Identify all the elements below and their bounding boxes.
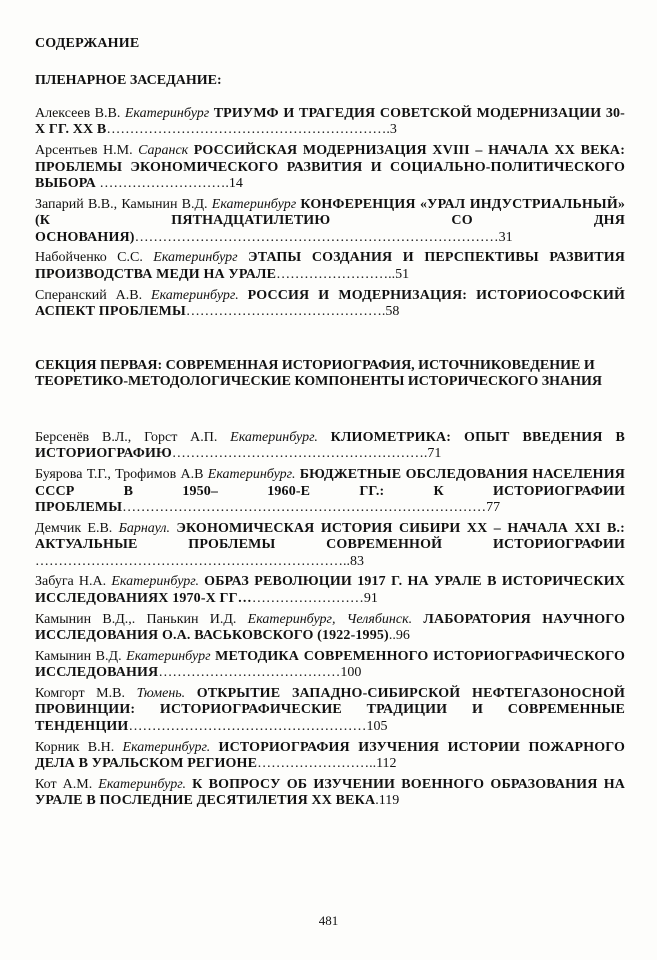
contents-heading: СОДЕРЖАНИЕ: [35, 36, 140, 51]
entry-city: Екатеринбург.: [151, 287, 239, 303]
entry-page: 119: [378, 793, 400, 809]
entry-title: ИСТОРИОГРАФИЯ ИЗУЧЕНИЯ ИСТОРИИ ПОЖАРНОГО ДЕЛА В УРАЛЬСКОМ РЕГИОНЕ: [35, 739, 626, 772]
entry-city: Саранск: [138, 143, 189, 159]
entry-city: Екатеринбург.: [207, 467, 296, 483]
entry-author: Буярова Т.Г., Трофимов А.В: [35, 467, 204, 483]
toc-entry[interactable]: [35, 649, 625, 682]
toc-entry[interactable]: [35, 521, 625, 570]
toc-entry[interactable]: [35, 430, 625, 463]
entry-city: Екатеринбург, Челябинск.: [247, 611, 413, 627]
toc-entry[interactable]: [35, 143, 625, 192]
entry-page: 31: [498, 229, 513, 245]
entry-author: Запарий В.В., Камынин В.Д.: [35, 196, 208, 212]
toc-entry[interactable]: [35, 777, 625, 810]
page-number: 481: [318, 913, 339, 928]
entry-title: ЛАБОРАТОРИЯ НАУЧНОГО ИССЛЕДОВАНИЯ О.А. ВАСЬКОВСКОГО (1922-1995): [35, 611, 626, 644]
entry-author: Кот А.М.: [35, 776, 93, 792]
entry-leader: .: [375, 793, 379, 809]
toc-entry[interactable]: [35, 467, 625, 516]
entry-title: РОССИЙСКАЯ МОДЕРНИЗАЦИЯ XVIII – НАЧАЛА ХХ ВЕКА: ПРОБЛЕМЫ ЭКОНОМИЧЕСКОГО РАЗВИТИЯ И СОЦИАЛЬНО-ПОЛИТИЧЕСКОГО ВЫБОРА: [35, 143, 626, 192]
entry-leader: …………………………………….: [185, 304, 386, 320]
entry-city: Екатеринбург.: [98, 776, 186, 792]
entry-city: Екатеринбург.: [122, 739, 211, 755]
entry-author: Корник В.Н.: [35, 739, 115, 755]
entry-page: 105: [366, 718, 388, 734]
entry-title: КОНФЕРЕНЦИЯ «УРАЛ ИНДУСТРИАЛЬНЫЙ» (К ПЯТНАДЦАТИЛЕТИЮ СО ДНЯ ОСНОВАНИЯ): [35, 196, 626, 245]
entry-author: Камынин В.Д.,. Панькин И.Д.: [35, 611, 237, 627]
entry-page: 100: [340, 665, 362, 681]
entry-leader: ……………………………………………….: [171, 446, 428, 462]
entry-leader: ……………………………………………: [128, 718, 367, 734]
plenary-heading: ПЛЕНАРНОЕ ЗАСЕДАНИЕ:: [35, 73, 222, 88]
entry-title: ОБРАЗ РЕВОЛЮЦИИ 1917 Г. НА УРАЛЕ В ИСТОРИЧЕСКИХ ИССЛЕДОВАНИЯХ 1970-Х ГГ…: [35, 574, 626, 606]
plenary-entries: [35, 106, 625, 325]
entry-page: 112: [376, 756, 397, 772]
entry-leader: ……………………..: [276, 266, 396, 282]
toc-entry[interactable]: [35, 574, 625, 607]
entry-title: МЕТОДИКА СОВРЕМЕННОГО ИСТОРИОГРАФИЧЕСКОГО ИССЛЕДОВАНИЯ: [35, 648, 626, 681]
entry-page: 3: [389, 122, 397, 138]
entry-author: Комгорт М.В.: [35, 686, 125, 702]
entry-city: Барнаул.: [118, 520, 171, 536]
entry-title: К ВОПРОСУ ОБ ИЗУЧЕНИИ ВОЕННОГО ОБРАЗОВАНИЯ НА УРАЛЕ В ПОСЛЕДНИЕ ДЕСЯТИЛЕТИЯ ХХ ВЕКА: [35, 776, 625, 809]
entry-title: БЮДЖЕТНЫЕ ОБСЛЕДОВАНИЯ НАСЕЛЕНИЯ СССР В 1950– 1960-Е ГГ.: К ИСТОРИОГРАФИИ ПРОБЛЕМЫ: [35, 467, 626, 516]
entry-author: Демчик Е.В.: [35, 520, 113, 536]
toc-entry[interactable]: [35, 197, 625, 246]
entry-author: Арсентьев Н.М.: [35, 143, 133, 159]
toc-entry[interactable]: [35, 106, 625, 139]
entry-author: Берсенёв В.Л., Горст А.П.: [35, 430, 218, 445]
entry-author: Набойченко С.С.: [35, 250, 143, 266]
entry-leader: ……………………….: [95, 176, 229, 192]
entry-author: Алексеев В.В.: [35, 106, 121, 121]
section1-entries: [35, 430, 625, 814]
entry-page: 77: [486, 500, 501, 516]
entry-page: 14: [228, 176, 243, 192]
entry-leader: ……………………: [251, 590, 364, 606]
toc-entry[interactable]: [35, 686, 625, 735]
entry-city: Екатеринбург.: [230, 430, 318, 445]
entry-city: Екатеринбург: [153, 250, 238, 266]
entry-page: 71: [427, 446, 442, 462]
entry-author: Сперанский А.В.: [35, 287, 143, 303]
entry-page: 58: [385, 304, 400, 320]
entry-city: Екатеринбург: [126, 648, 211, 664]
entry-page: 96: [395, 628, 410, 644]
entry-leader: …………………………………………………….: [106, 122, 390, 138]
entry-page: 91: [363, 590, 378, 606]
entry-leader: …………………………………………………………..: [35, 553, 350, 569]
toc-entry[interactable]: [35, 288, 625, 321]
toc-entry[interactable]: [35, 612, 625, 645]
entry-page: 51: [395, 266, 410, 282]
entry-leader: ……………………………………………………………………: [122, 500, 487, 516]
entry-author: Забуга Н.А.: [35, 574, 107, 590]
entry-author: Камынин В.Д.: [35, 648, 122, 664]
entry-title: РОССИЯ И МОДЕРНИЗАЦИЯ: ИСТОРИОСОФСКИЙ АСПЕКТ ПРОБЛЕМЫ: [35, 287, 626, 320]
section1-heading: СЕКЦИЯ ПЕРВАЯ: СОВРЕМЕННАЯ ИСТОРИОГРАФИЯ, ИСТОЧНИКОВЕДЕНИЕ И ТЕОРЕТИКО-МЕТОДОЛОГИЧЕСКИЕ КОМПОНЕНТЫ ИСТОРИЧЕСКОГО ЗНАНИЯ: [35, 358, 602, 389]
entry-leader: ……………………..: [257, 756, 377, 772]
entry-title: ТРИУМФ И ТРАГЕДИЯ СОВЕТСКОЙ МОДЕРНИЗАЦИИ 30-Х ГГ. ХХ В: [35, 106, 625, 138]
entry-city: Тюмень.: [136, 686, 186, 702]
entry-leader: …………………………………: [158, 665, 341, 681]
entry-page: 83: [350, 553, 364, 569]
entry-title: КЛИОМЕТРИКА: ОПЫТ ВВЕДЕНИЯ В ИСТОРИОГРАФИЮ: [35, 430, 625, 462]
entry-leader: ……………………………………………………………………: [134, 229, 499, 245]
toc-entry[interactable]: [35, 740, 625, 773]
toc-entry[interactable]: [35, 250, 625, 283]
entry-city: Екатеринбург.: [111, 574, 199, 590]
entry-city: Екатеринбург: [124, 106, 210, 121]
entry-title: ЭТАПЫ СОЗДАНИЯ И ПЕРСПЕКТИВЫ РАЗВИТИЯ ПРОИЗВОДСТВА МЕДИ НА УРАЛЕ: [35, 250, 626, 282]
entry-city: Екатеринбург: [211, 196, 297, 212]
entry-title: ОТКРЫТИЕ ЗАПАДНО-СИБИРСКОЙ НЕФТЕГАЗОНОСНОЙ ПРОВИНЦИИ: ИСТОРИОГРАФИЧЕСКИЕ ТРАДИЦИИ И СОВРЕМЕННЫЕ ТЕНДЕНЦИИ: [35, 686, 626, 734]
entry-leader: ..: [388, 628, 396, 644]
entry-title: ЭКОНОМИЧЕСКАЯ ИСТОРИЯ СИБИРИ ХХ – НАЧАЛА XXI В.: АКТУАЛЬНЫЕ ПРОБЛЕМЫ СОВРЕМЕННОЙ ИСТОРИОГРАФИИ: [35, 520, 625, 553]
